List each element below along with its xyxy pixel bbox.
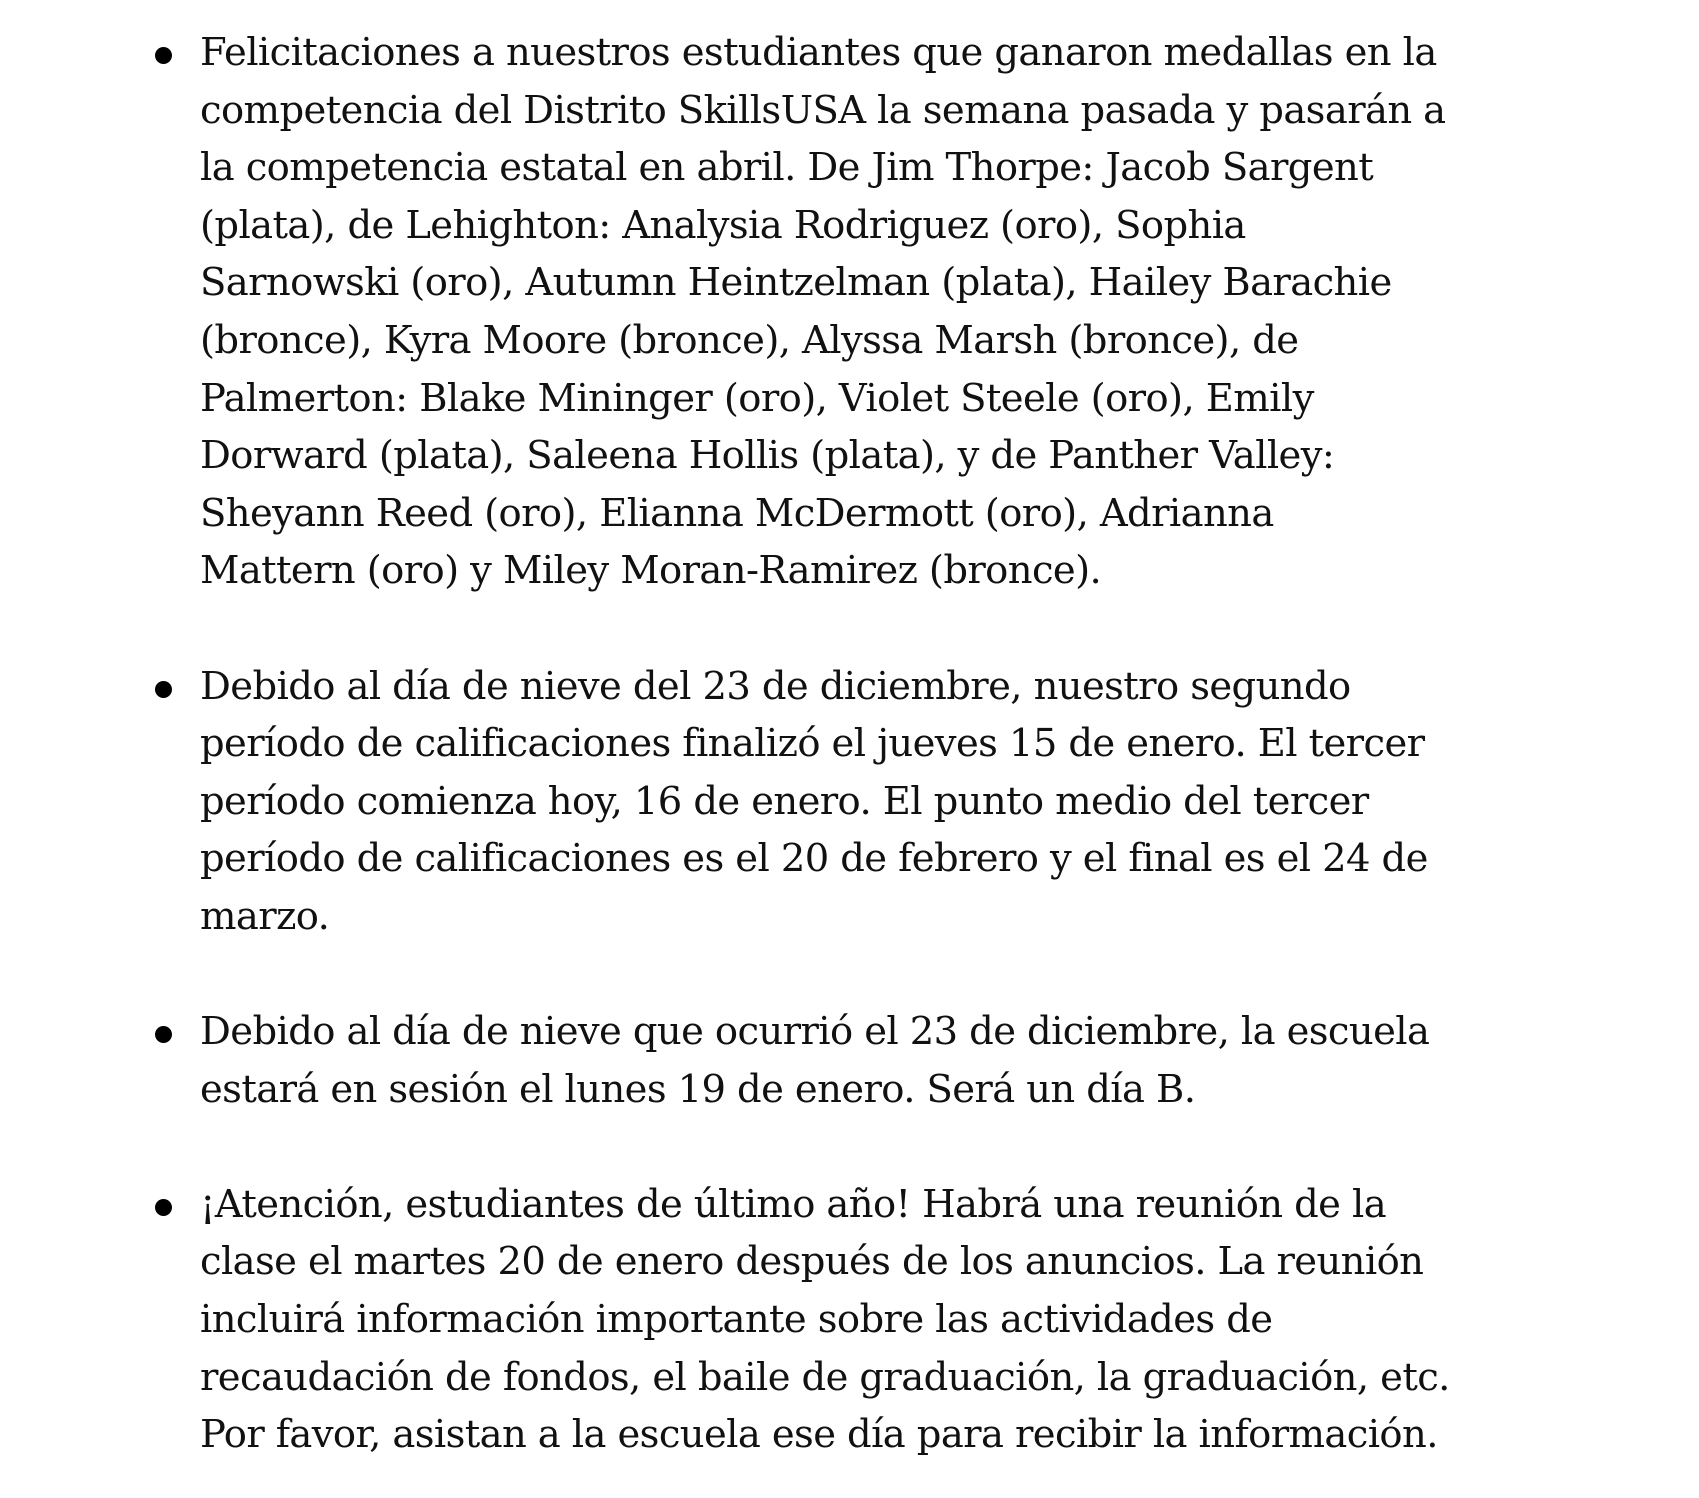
text-line: ¡Atención, estudiantes de último año! Habrá una reunión de la (200, 1181, 1387, 1227)
bullet-icon (155, 1199, 172, 1216)
text-line: Sheyann Reed (oro), Elianna McDermott (oro), Adrianna (200, 490, 1274, 536)
text-line: Debido al día de nieve que ocurrió el 23 de diciembre, la escuela (200, 1009, 1430, 1055)
text-line: marzo. (200, 893, 330, 939)
text-line: Por favor, asistan a la escuela ese día para recibir la información. (200, 1412, 1438, 1458)
text-line: período de calificaciones es el 20 de febrero y el final es el 24 de (200, 836, 1428, 882)
bullet-icon (155, 681, 172, 698)
text-line: estará en sesión el lunes 19 de enero. Será un día B. (200, 1066, 1196, 1112)
text-line: Mattern (oro) y Miley Moran-Ramirez (bronce). (200, 548, 1102, 594)
text-line: Felicitaciones a nuestros estudiantes que ganaron medallas en la (200, 30, 1437, 75)
announcement-grading-period (200, 658, 1600, 946)
announcement-school-session (200, 1003, 1600, 1118)
text-line: (plata), de Lehighton: Analysia Rodriguez (oro), Sophia (200, 202, 1246, 248)
text-line: Sarnowski (oro), Autumn Heintzelman (plata), Hailey Barachie (200, 260, 1392, 306)
text-line: (bronce), Kyra Moore (bronce), Alyssa Marsh (bronce), de (200, 317, 1299, 363)
text-line: Debido al día de nieve del 23 de diciembre, nuestro segundo (200, 663, 1351, 709)
text-line: recaudación de fondos, el baile de graduación, la graduación, etc. (200, 1354, 1450, 1400)
text-line: Dorward (plata), Saleena Hollis (plata), y de Panther Valley: (200, 433, 1335, 479)
text-line: período de calificaciones finalizó el jueves 15 de enero. El tercer (200, 721, 1425, 767)
announcement-list (200, 24, 1600, 1464)
text-line: la competencia estatal en abril. De Jim Thorpe: Jacob Sargent (200, 145, 1374, 191)
announcement-skillsusa (200, 24, 1600, 600)
text-line: clase el martes 20 de enero después de los anuncios. La reunión (200, 1239, 1424, 1285)
text-line: Palmerton: Blake Mininger (oro), Violet Steele (oro), Emily (200, 375, 1314, 421)
announcement-senior-meeting (200, 1176, 1600, 1464)
text-line: incluirá información importante sobre las actividades de (200, 1297, 1273, 1343)
bullet-icon (155, 1026, 172, 1043)
text-line: competencia del Distrito SkillsUSA la semana pasada y pasarán a (200, 87, 1446, 133)
text-line: período comienza hoy, 16 de enero. El punto medio del tercer (200, 778, 1369, 824)
bullet-icon (155, 47, 172, 64)
